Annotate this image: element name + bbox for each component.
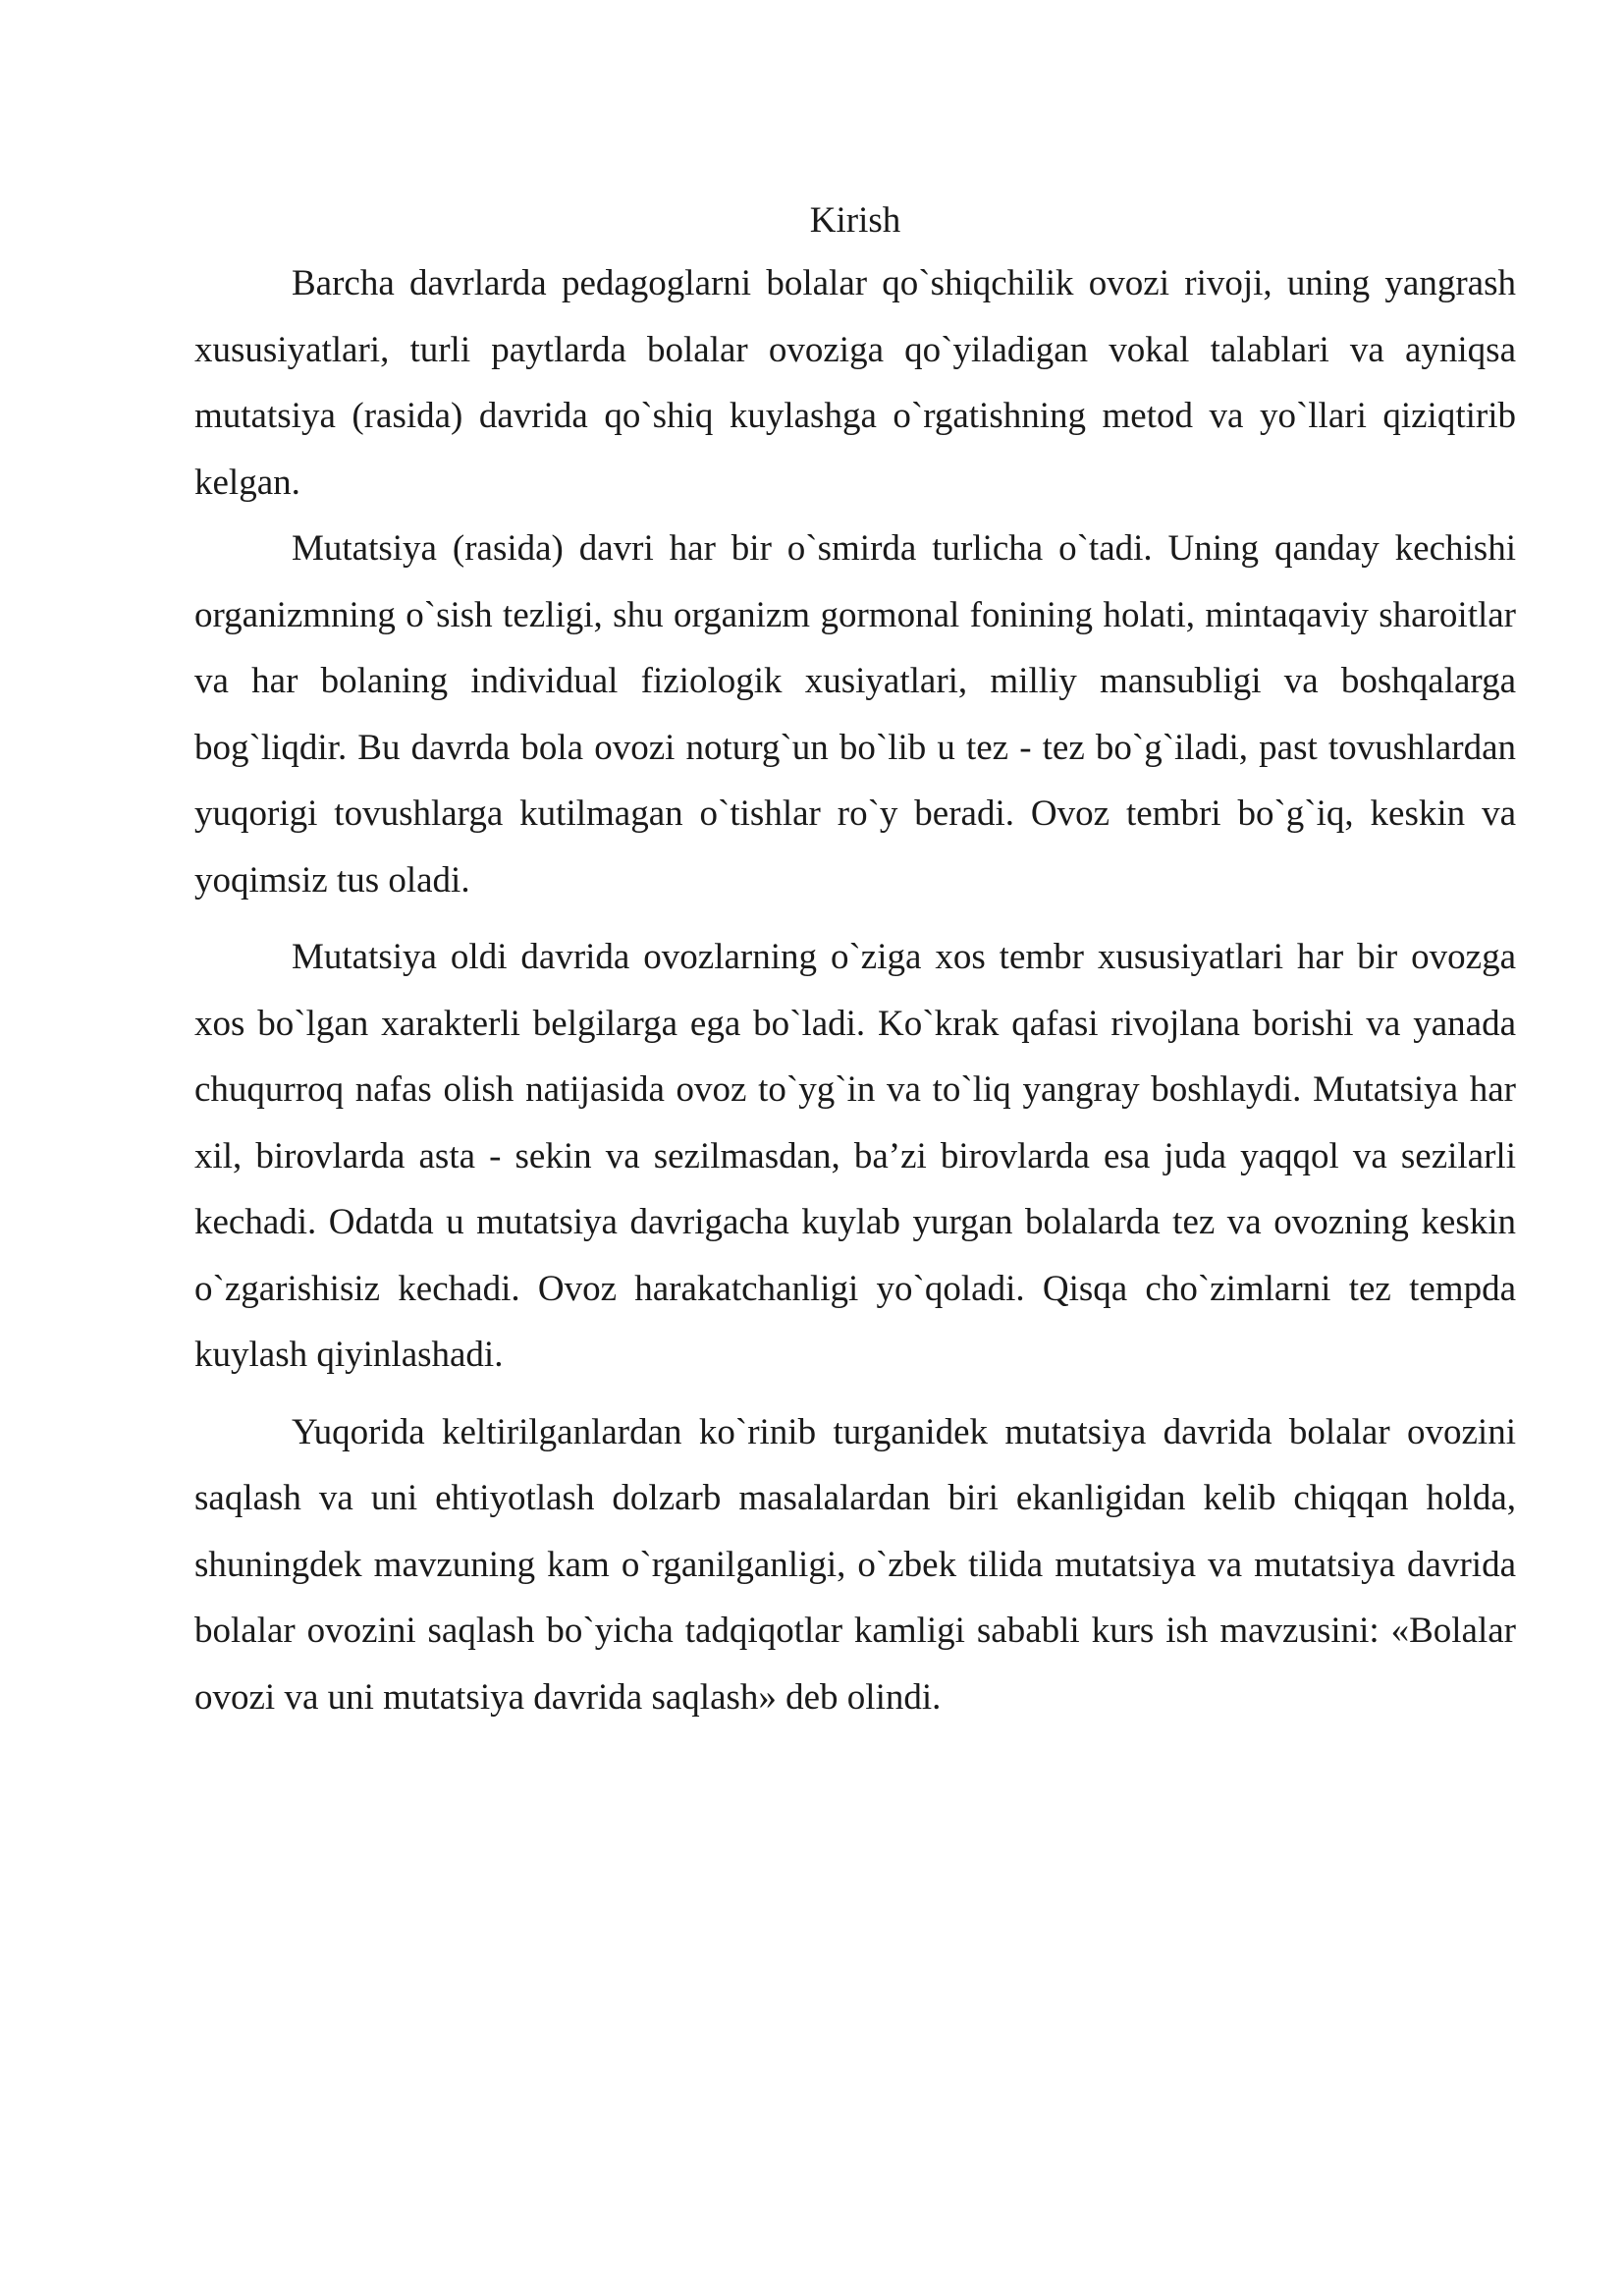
- document-page: [194, 191, 1516, 1730]
- paragraph-3: Mutatsiya oldi davrida ovozlarning o`ziga xos tembr xususiyatlari har bir ovozga xos bo`lgan xarakterli belgilarga ega bo`ladi. Ko`krak qafasi rivojlana borishi va yanada chuqurroq nafas olish natijasida ovoz to`yg`in va to`liq yangray boshlaydi. Mutatsiya har xil, birovlarda asta - sekin va sezilmasdan, ba’zi birovlarda esa juda yaqqol va sezilarli kechadi. Odatda u mutatsiya davrigacha kuylab yurgan bolalarda tez va ovozning keskin o`zgarishisiz kechadi. Ovoz harakatchanligi yo`qoladi. Qisqa cho`zimlarni tez tempda kuylash qiyinlashadi.: [194, 937, 1516, 1375]
- page-title: Kirish: [809, 200, 901, 241]
- paragraph-4: Yuqorida keltirilganlardan ko`rinib turganidek mutatsiya davrida bolalar ovozini saqlash va uni ehtiyotlash dolzarb masalalardan biri ekanligidan kelib chiqqan holda, shuningdek mavzuning kam o`rganilganligi, o`zbek tilida mutatsiya va mutatsiya davrida bolalar ovozini saqlash bo`yicha tadqiqotlar kamligi sababli kurs ish mavzusini: «Bolalar ovozi va uni mutatsiya davrida saqlash» deb olindi.: [194, 1411, 1516, 1718]
- paragraph-2: Mutatsiya (rasida) davri har bir o`smirda turlicha o`tadi. Uning qanday kechishi organizmning o`sish tezligi, shu organizm gormonal fonining holati, mintaqaviy sharoitlar va har bolaning individual fiziologik xusiyatlari, milliy mansubligi va boshqalarga bog`liqdir. Bu davrda bola ovozi noturg`un bo`lib u tez - tez bo`g`iladi, past tovushlardan yuqorigi tovushlarga kutilmagan o`tishlar ro`y beradi. Ovoz tembri bo`g`iq, keskin va yoqimsiz tus oladi.: [194, 528, 1516, 901]
- paragraph-1: Barcha davrlarda pedagoglarni bolalar qo`shiqchilik ovozi rivoji, uning yangrash xususiyatlari, turli paytlarda bolalar ovoziga qo`yiladigan vokal talablari va ayniqsa mutatsiya (rasida) davrida qo`shiq kuylashga o`rgatishning metod va yo`llari qiziqtirib kelgan.: [194, 263, 1516, 503]
